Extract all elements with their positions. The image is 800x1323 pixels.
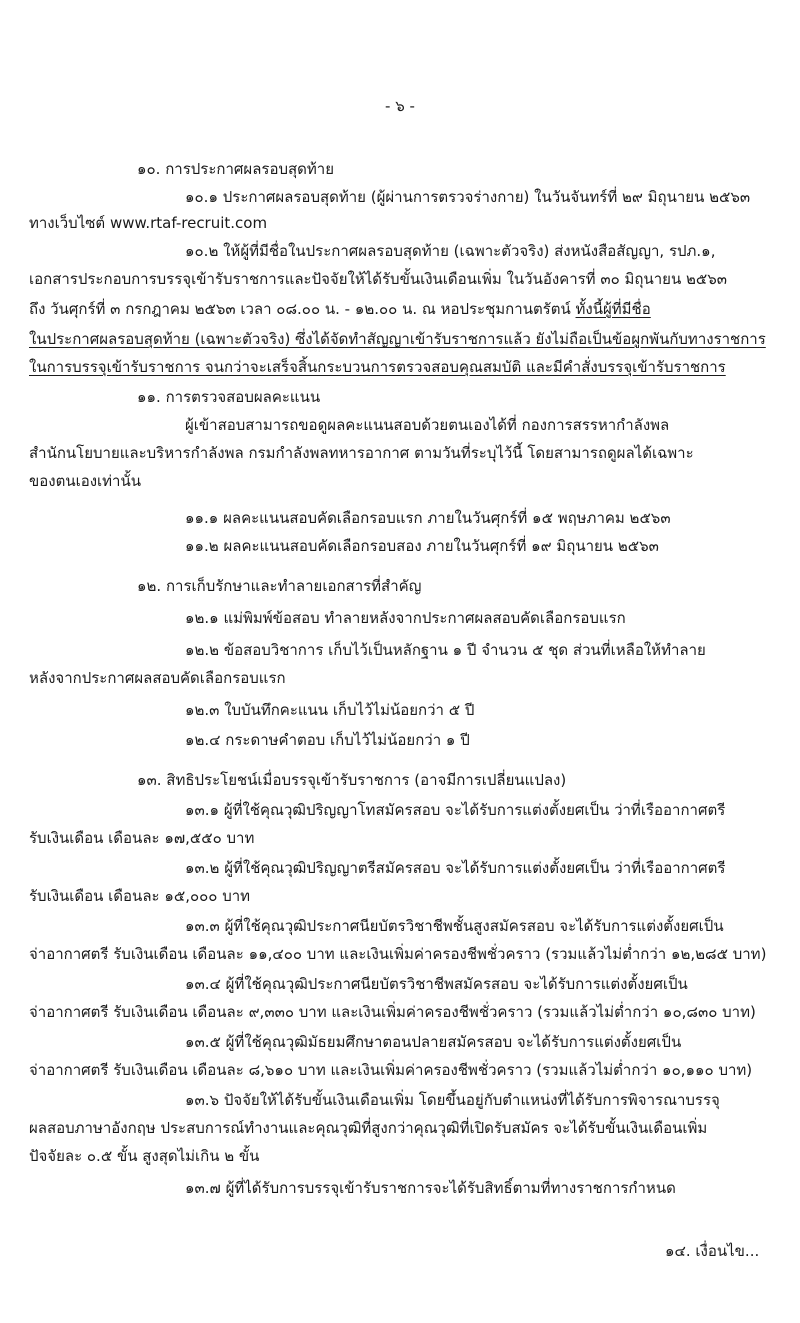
section-12-4: ๑๒.๔ กระดาษคำตอบ เก็บไว้ไม่น้อยกว่า ๑ ปี xyxy=(185,731,470,749)
section-10-2-underlined-line: ในประกาศผลรอบสุดท้าย (เฉพาะตัวจริง) ซึ่งได้จัดทำสัญญาเข้ารับราชการแล้ว ยังไม่ถือเป็นข้อผูกพันกับทางราชการ xyxy=(29,330,766,348)
section-11-1: ๑๑.๑ ผลคะแนนสอบคัดเลือกรอบแรก ภายในวันศุกร์ที่ ๑๕ พฤษภาคม ๒๕๖๓ xyxy=(185,509,671,527)
section-13-6-line: ผลสอบภาษาอังกฤษ ประสบการณ์ทำงานและคุณวุฒิที่สูงกว่าคุณวุฒิที่เปิดรับสมัคร จะได้รับขั้นเงินเดือนเพิ่ม xyxy=(29,1119,708,1137)
section-13-6-line: ๑๓.๖ ปัจจัยให้ได้รับขั้นเงินเดือนเพิ่ม โดยขึ้นอยู่กับตำแหน่งที่ได้รับการพิจารณาบรรจุ xyxy=(185,1091,720,1109)
section-10-2-underlined-line: ในการบรรจุเข้ารับราชการ จนกว่าจะเสร็จสิ้นกระบวนการตรวจสอบคุณสมบัติ และมีคำสั่งบรรจุเข้ารับราชการ xyxy=(29,358,726,376)
section-13-2-line: รับเงินเดือน เดือนละ ๑๕,๐๐๐ บาท xyxy=(29,887,251,905)
section-13-5-line: จ่าอากาศตรี รับเงินเดือน เดือนละ ๘,๖๑๐ บาท และเงินเพิ่มค่าครองชีพชั่วคราว (รวมแล้วไม่ต่ำกว่า ๑๐,๑๑๐ บาท) xyxy=(29,1061,753,1079)
continuation-note: ๑๔. เงื่อนไข... xyxy=(665,1242,760,1260)
section-12-heading: ๑๒. การเก็บรักษาและทำลายเอกสารที่สำคัญ xyxy=(137,577,422,595)
section-11-heading: ๑๑. การตรวจสอบผลคะแนน xyxy=(137,388,321,406)
section-11-2: ๑๑.๒ ผลคะแนนสอบคัดเลือกรอบสอง ภายในวันศุกร์ที่ ๑๙ มิถุนายน ๒๕๖๓ xyxy=(185,537,659,555)
section-10-1-line: ทางเว็บไซต์ www.rtaf-recruit.com xyxy=(29,214,268,232)
section-13-7: ๑๓.๗ ผู้ที่ได้รับการบรรจุเข้ารับราชการจะได้รับสิทธิ์ตามที่ทางราชการกำหนด xyxy=(185,1179,676,1197)
section-11-paragraph: ของตนเองเท่านั้น xyxy=(29,472,141,490)
page-number: - ๖ - xyxy=(385,97,415,115)
section-10-2-line xyxy=(29,298,651,320)
section-13-2-line: ๑๓.๒ ผู้ที่ใช้คุณวุฒิปริญญาตรีสมัครสอบ จะได้รับการแต่งตั้งยศเป็น ว่าที่เรืออากาศตรี xyxy=(185,859,726,877)
section-10-2-line: เอกสารประกอบการบรรจุเข้ารับราชการและปัจจัยให้ได้รับขั้นเงินเดือนเพิ่ม ในวันอังคารที่ ๓๐ มิถุนายน ๒๕๖๓ xyxy=(29,270,727,288)
section-11-paragraph: ผู้เข้าสอบสามารถขอดูผลคะแนนสอบด้วยตนเองได้ที่ กองการสรรหากำลังพล xyxy=(185,416,670,434)
section-13-6-line: ปัจจัยละ ๐.๕ ขั้น สูงสุดไม่เกิน ๒ ขั้น xyxy=(29,1147,260,1165)
section-12-1: ๑๒.๑ แม่พิมพ์ข้อสอบ ทำลายหลังจากประกาศผลสอบคัดเลือกรอบแรก xyxy=(185,609,626,627)
section-12-2-line: หลังจากประกาศผลสอบคัดเลือกรอบแรก xyxy=(29,669,286,687)
section-13-1-line: รับเงินเดือน เดือนละ ๑๗,๕๕๐ บาท xyxy=(29,829,255,847)
section-13-1-line: ๑๓.๑ ผู้ที่ใช้คุณวุฒิปริญญาโทสมัครสอบ จะได้รับการแต่งตั้งยศเป็น ว่าที่เรืออากาศตรี xyxy=(185,801,726,819)
section-10-2-text: ถึง วันศุกร์ที่ ๓ กรกฎาคม ๒๕๖๓ เวลา ๐๘.๐๐ น. - ๑๒.๐๐ น. ณ หอประชุมกานตรัตน์ xyxy=(29,300,571,318)
section-10-heading: ๑๐. การประกาศผลรอบสุดท้าย xyxy=(137,160,334,178)
section-13-heading: ๑๓. สิทธิประโยชน์เมื่อบรรจุเข้ารับราชการ (อาจมีการเปลี่ยนแปลง) xyxy=(137,771,567,789)
section-13-5-line: ๑๓.๕ ผู้ที่ใช้คุณวุฒิมัธยมศึกษาตอนปลายสมัครสอบ จะได้รับการแต่งตั้งยศเป็น xyxy=(185,1033,682,1051)
section-10-2-line: ๑๐.๒ ให้ผู้ที่มีชื่อในประกาศผลรอบสุดท้าย (เฉพาะตัวจริง) ส่งหนังสือสัญญา, รปภ.๑, xyxy=(185,242,716,260)
section-13-4-line: ๑๓.๔ ผู้ที่ใช้คุณวุฒิประกาศนียบัตรวิชาชีพสมัครสอบ จะได้รับการแต่งตั้งยศเป็น xyxy=(185,975,688,993)
section-13-3-line: ๑๓.๓ ผู้ที่ใช้คุณวุฒิประกาศนียบัตรวิชาชีพชั้นสูงสมัครสอบ จะได้รับการแต่งตั้งยศเป็น xyxy=(185,917,724,935)
section-13-3-line: จ่าอากาศตรี รับเงินเดือน เดือนละ ๑๑,๔๐๐ บาท และเงินเพิ่มค่าครองชีพชั่วคราว (รวมแล้วไม่ต่ำกว่า ๑๒,๒๘๕ บาท) xyxy=(29,945,767,963)
section-10-2-underlined: ทั้งนี้ผู้ที่มีชื่อ xyxy=(575,300,651,318)
section-12-2-line: ๑๒.๒ ข้อสอบวิชาการ เก็บไว้เป็นหลักฐาน ๑ ปี จำนวน ๕ ชุด ส่วนที่เหลือให้ทำลาย xyxy=(185,641,706,659)
section-13-4-line: จ่าอากาศตรี รับเงินเดือน เดือนละ ๙,๓๓๐ บาท และเงินเพิ่มค่าครองชีพชั่วคราว (รวมแล้วไม่ต่ำกว่า ๑๐,๘๓๐ บาท) xyxy=(29,1003,756,1021)
section-12-3: ๑๒.๓ ใบบันทึกคะแนน เก็บไว้ไม่น้อยกว่า ๕ ปี xyxy=(185,701,475,719)
section-10-1-line: ๑๐.๑ ประกาศผลรอบสุดท้าย (ผู้ผ่านการตรวจร่างกาย) ในวันจันทร์ที่ ๒๙ มิถุนายน ๒๕๖๓ xyxy=(185,188,751,206)
section-11-paragraph: สำนักนโยบายและบริหารกำลังพล กรมกำลังพลทหารอากาศ ตามวันที่ระบุไว้นี้ โดยสามารถดูผลได้เฉพาะ xyxy=(29,444,694,462)
